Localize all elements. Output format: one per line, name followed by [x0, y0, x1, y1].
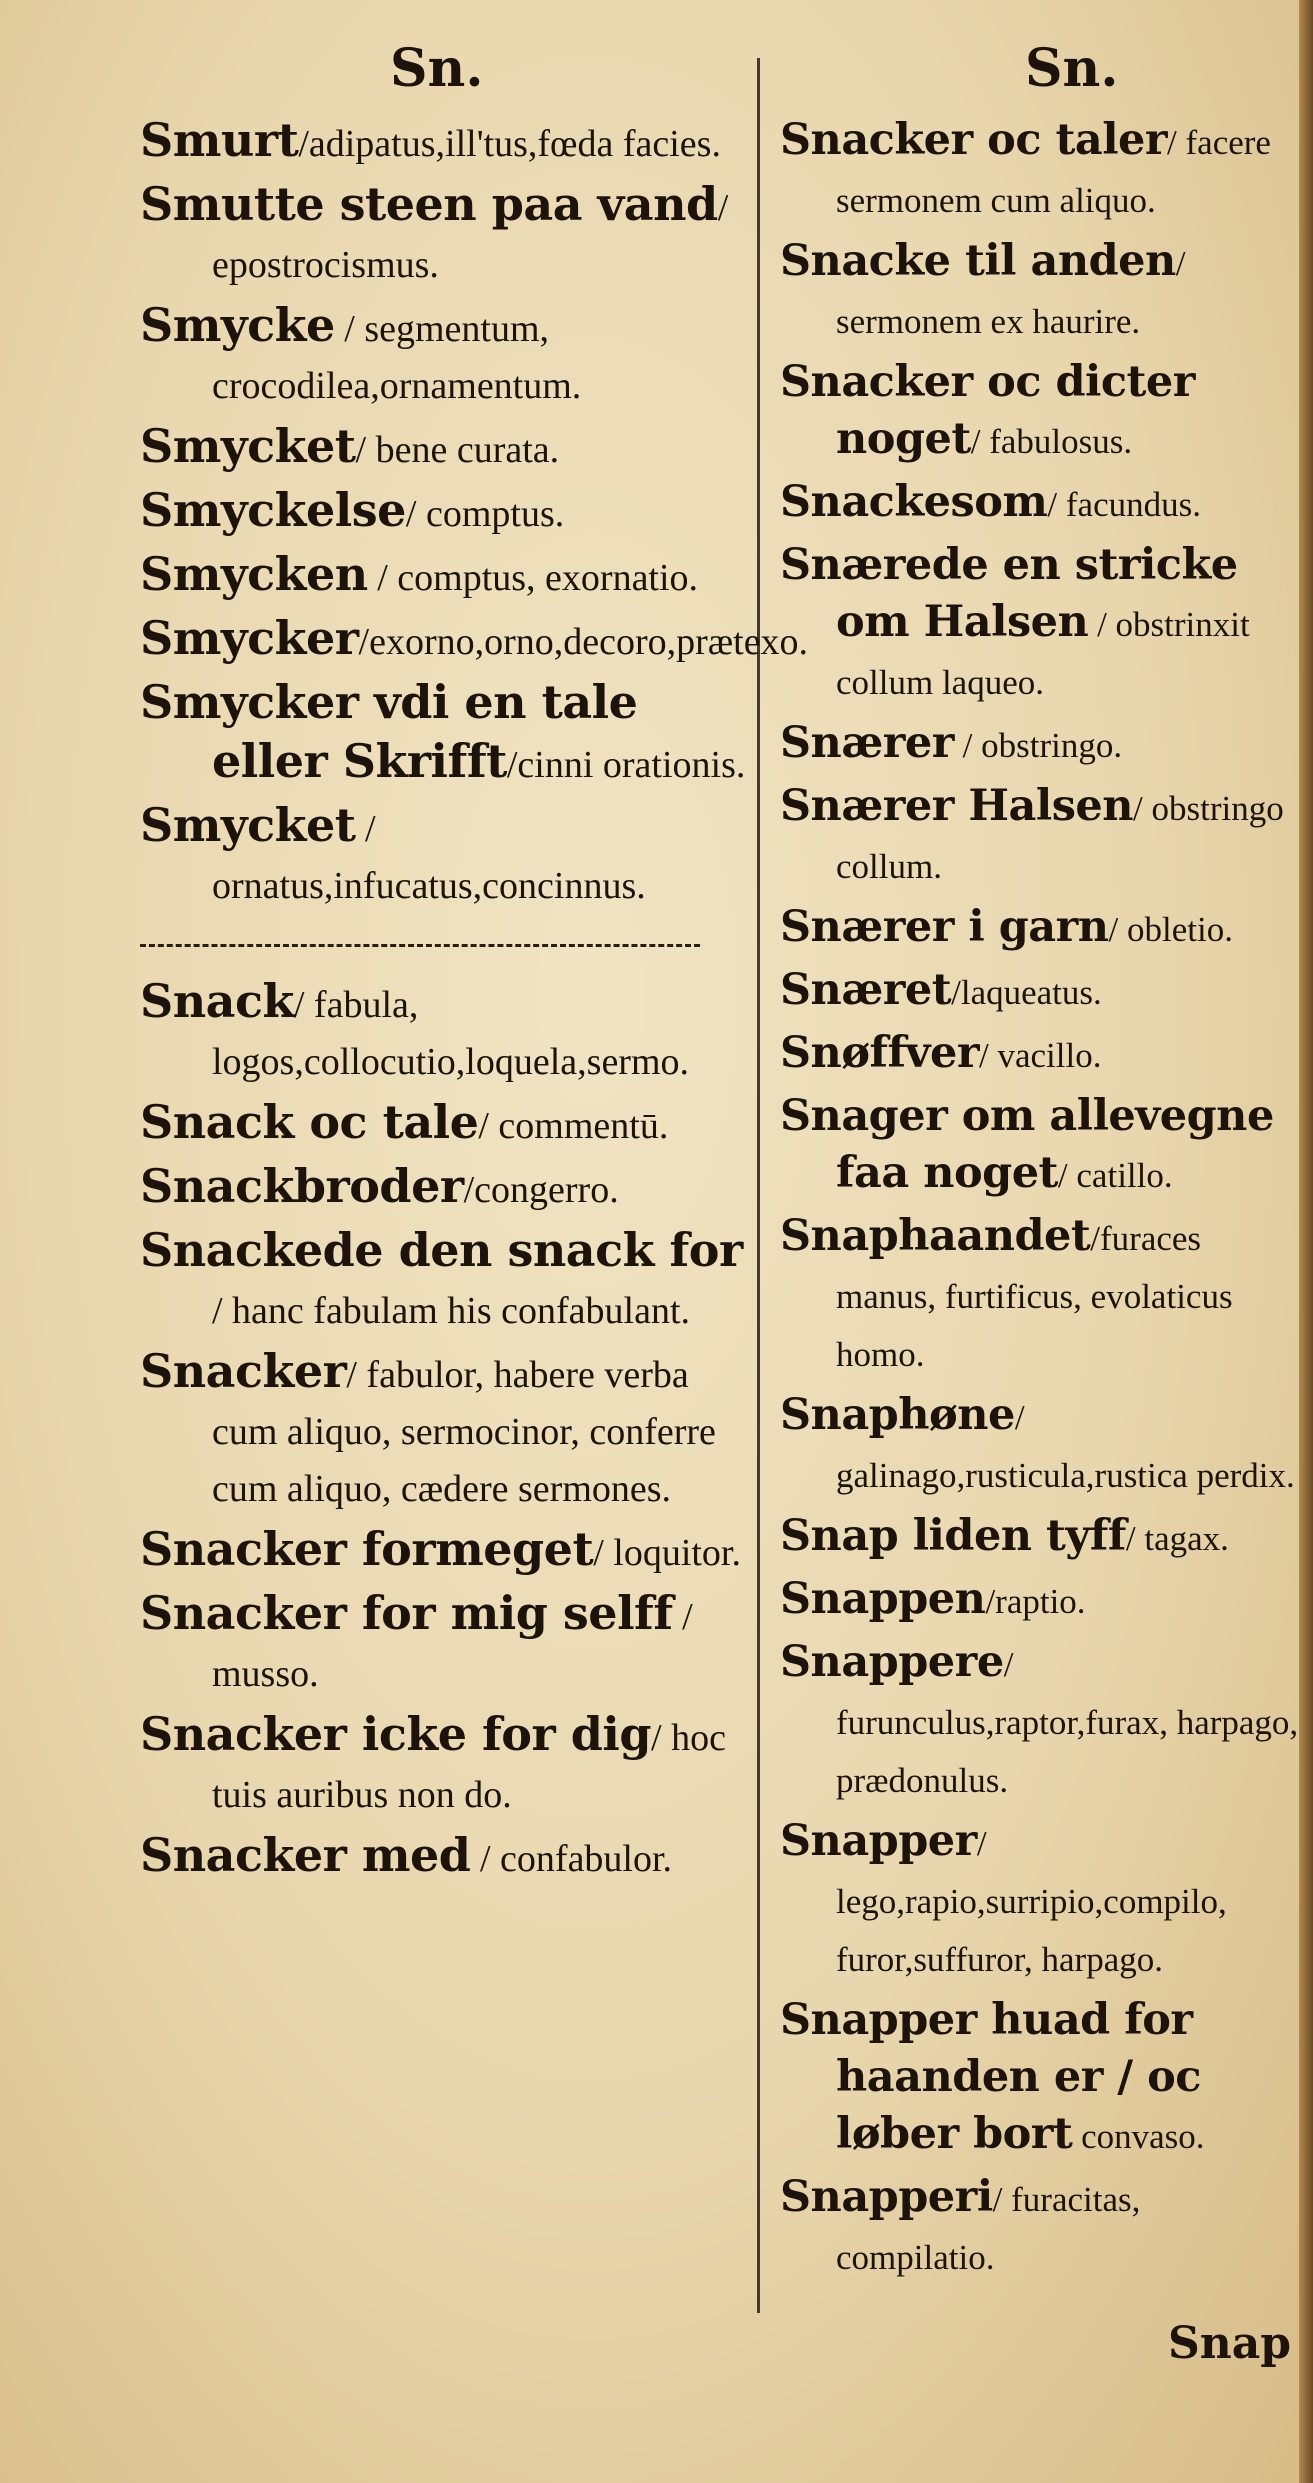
dictionary-entry [780, 1208, 1300, 1383]
dictionary-entry [140, 1094, 750, 1154]
dictionary-entry [140, 297, 750, 414]
entry-gloss: / bene curata. [355, 429, 560, 471]
entry-headword: Snackede den snack for [140, 1223, 743, 1277]
entry-gloss: / comptus. [405, 493, 565, 535]
page-edge [1299, 0, 1313, 2483]
entry-headword: Snærer [780, 718, 954, 768]
entry-gloss: /exorno,orno,decoro,prætexo. [358, 621, 809, 663]
entry-headword: Smycker [140, 611, 359, 665]
entry-gloss: convaso. [1072, 2117, 1205, 2156]
column-divider-rule [757, 58, 760, 2313]
dictionary-entry [780, 1508, 1300, 1567]
dictionary-entry [140, 1222, 750, 1339]
dictionary-entry [780, 2169, 1300, 2286]
dictionary-entry [780, 1025, 1300, 1084]
entry-headword: Snaphøne [780, 1390, 1015, 1440]
entry-gloss: /laqueatus. [951, 973, 1102, 1012]
entry-headword: Smycker vdi en tale eller Skrifft [140, 675, 638, 788]
entry-headword: Snøffver [780, 1028, 979, 1078]
dictionary-entry [140, 1585, 750, 1702]
dictionary-entry [140, 674, 750, 793]
entry-headword: Snacker for mig selff [140, 1586, 673, 1640]
entry-gloss: / furunculus,raptor,furax, harpago, prædonulus. [836, 1645, 1299, 1800]
entry-gloss: / fabula, logos,collocutio,loquela,sermo. [212, 984, 690, 1083]
entry-headword: Snærer Halsen [780, 781, 1134, 831]
dictionary-entry [780, 1634, 1300, 1809]
dictionary-entry [780, 899, 1300, 958]
entry-gloss: /cinni orationis. [506, 744, 746, 786]
section-divider [140, 944, 700, 947]
dictionary-entry [780, 474, 1300, 533]
entry-headword: Snaphaandet [780, 1211, 1091, 1261]
entry-headword: Smutte steen paa vand [140, 177, 718, 231]
dictionary-entry [780, 778, 1300, 895]
dictionary-entry [780, 1571, 1300, 1630]
entry-gloss: / obstringo. [953, 726, 1123, 765]
entry-headword: Snacker oc taler [780, 115, 1168, 165]
entry-gloss: / obstringo collum. [836, 789, 1284, 886]
entry-gloss: / furacitas, compilatio. [836, 2180, 1141, 2277]
dictionary-entry [780, 962, 1300, 1021]
entry-gloss: / hoc tuis auribus non do. [212, 1717, 726, 1816]
dictionary-entry [140, 112, 750, 172]
entry-headword: Snærede en stricke om Halsen [780, 540, 1238, 647]
entry-headword: Snack [140, 974, 294, 1028]
entry-gloss: / lego,rapio,surripio,compilo, furor,suffuror, harpago. [836, 1824, 1227, 1979]
entry-gloss: /raptio. [985, 1582, 1086, 1621]
entry-headword: Snapper huad for haanden er / oc løber bort [780, 1995, 1201, 2159]
entry-gloss: / galinago,rusticula,rustica perdix. [836, 1398, 1295, 1495]
dictionary-entry [140, 418, 750, 478]
entry-gloss: /adipatus,ill'tus,fœda facies. [298, 123, 721, 165]
entry-headword: Snacke til anden [780, 236, 1176, 286]
dictionary-entry [780, 112, 1300, 229]
dictionary-entry [140, 797, 750, 914]
entry-headword: Smycket [140, 798, 356, 852]
entry-headword: Smycken [140, 547, 368, 601]
entry-headword: Snærer i garn [780, 902, 1109, 952]
dictionary-entry [140, 1343, 750, 1517]
entry-gloss: / obletio. [1108, 910, 1233, 949]
dictionary-entry [140, 973, 750, 1090]
entry-gloss: / musso. [212, 1596, 693, 1695]
entry-gloss: / sermonem ex haurire. [836, 244, 1186, 341]
entry-headword: Snacker formeget [140, 1522, 594, 1576]
entry-headword: Snap liden tyff [780, 1511, 1126, 1561]
dictionary-entry [780, 1387, 1300, 1504]
entry-gloss: / fabulosus. [970, 422, 1133, 461]
entry-gloss: / catillo. [1057, 1156, 1173, 1195]
entry-headword: Smurt [140, 113, 299, 167]
running-header-right: Sn. [1025, 38, 1119, 99]
entry-gloss: / fabulor, habere verba cum aliquo, sermocinor, conferre cum aliquo, cædere sermones. [212, 1354, 716, 1510]
dictionary-entry [140, 1521, 750, 1581]
entry-gloss: / obstrinxit collum laqueo. [836, 605, 1250, 702]
entry-headword: Smycke [140, 298, 335, 352]
dictionary-entry [140, 1158, 750, 1218]
dictionary-entry [140, 1827, 750, 1887]
entry-headword: Snackesom [780, 477, 1048, 527]
entry-headword: Smycket [140, 419, 356, 473]
entry-headword: Snacker icke for dig [140, 1707, 652, 1761]
left-column [140, 112, 809, 1891]
dictionary-entry [780, 233, 1300, 350]
entry-headword: Snappen [780, 1574, 986, 1624]
dictionary-entry [140, 482, 750, 542]
entry-gloss: / ornatus,infucatus,concinnus. [212, 808, 646, 907]
dictionary-entry [780, 354, 1300, 470]
entry-gloss: / tagax. [1125, 1519, 1229, 1558]
dictionary-entry [780, 537, 1300, 711]
dictionary-entry [140, 546, 750, 606]
dictionary-entry [140, 1706, 750, 1823]
catchword: Snap [1167, 2318, 1291, 2369]
entry-gloss: / vacillo. [979, 1036, 1102, 1075]
entry-headword: Snapper [780, 1816, 977, 1866]
entry-headword: Snacker oc dicter noget [780, 357, 1195, 464]
entry-headword: Snager om allevegne faa noget [780, 1091, 1274, 1198]
entry-gloss: / segmentum, crocodilea,ornamentum. [212, 308, 582, 407]
entry-gloss: / facundus. [1047, 485, 1201, 524]
entry-headword: Smyckelse [140, 483, 406, 537]
entry-gloss: /congerro. [463, 1169, 619, 1211]
entry-gloss: / epostrocismus. [212, 187, 729, 286]
running-header-left: Sn. [390, 38, 484, 99]
entry-gloss: / loquitor. [593, 1532, 741, 1574]
entry-headword: Snapperi [780, 2172, 993, 2222]
dictionary-entry [780, 1992, 1300, 2165]
entry-gloss: / hanc fabulam his confabulant. [212, 1290, 691, 1332]
entry-headword: Snappere [780, 1637, 1004, 1687]
dictionary-entry [780, 715, 1300, 774]
entry-headword: Snæret [780, 965, 952, 1015]
entry-headword: Snackbroder [140, 1159, 464, 1213]
entry-headword: Snacker med [140, 1828, 471, 1882]
entry-headword: Snacker [140, 1344, 347, 1398]
entry-headword: Snack oc tale [140, 1095, 479, 1149]
dictionary-entry [780, 1088, 1300, 1204]
entry-gloss: /furaces manus, furtificus, evolaticus homo. [836, 1219, 1233, 1374]
right-column [780, 112, 1300, 2290]
dictionary-entry [140, 610, 809, 670]
dictionary-entry [140, 176, 750, 293]
dictionary-entry [780, 1813, 1300, 1988]
entry-gloss: / facere sermonem cum aliquo. [836, 123, 1271, 220]
entry-gloss: / commentū. [478, 1105, 669, 1147]
entry-gloss: / confabulor. [470, 1838, 673, 1880]
entry-gloss: / comptus, exornatio. [367, 557, 699, 599]
